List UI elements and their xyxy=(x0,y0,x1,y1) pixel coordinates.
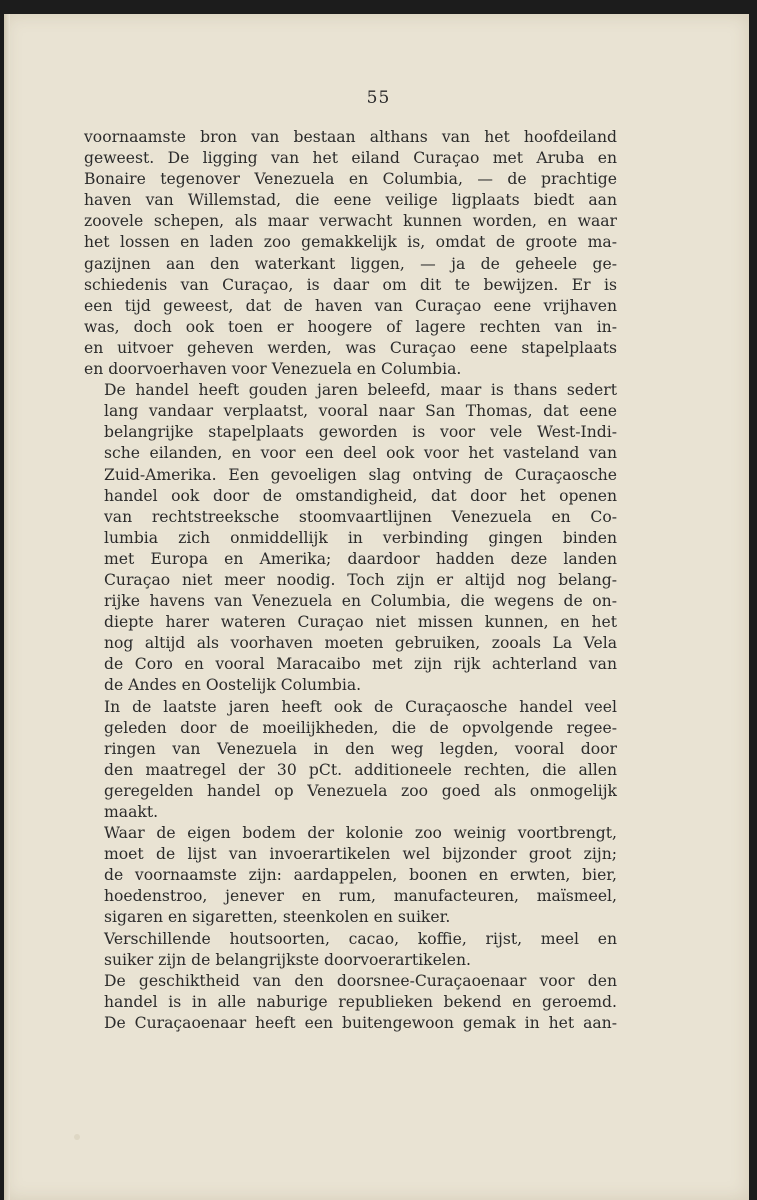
paragraph xyxy=(84,697,617,824)
text-line: Zuid-Amerika. Een gevoeligen slag ontving de Curaçaosche xyxy=(104,465,617,484)
text-line: geleden door de moeilijkheden, die de opvolgende regee- xyxy=(104,718,617,737)
text-line: Verschillende houtsoorten, cacao, koffie, rijst, meel en xyxy=(104,929,617,948)
text-line: nog altijd als voorhaven moeten gebruiken, zooals La Vela xyxy=(104,634,617,653)
text-line: schiedenis van Curaçao, is daar om dit te bewijzen. Er is xyxy=(84,275,617,294)
text-line: van rechtstreeksche stoomvaartlijnen Venezuela en Co- xyxy=(104,507,617,526)
text-line: De Curaçaoenaar heeft een buitengewoon gemak in het aan- xyxy=(104,1013,617,1032)
text-line: geregelden handel op Venezuela zoo goed als onmogelijk xyxy=(104,781,617,800)
text-line: lang vandaar verplaatst, vooral naar San Thomas, dat eene xyxy=(104,402,617,421)
page-number-text: 55 xyxy=(366,88,391,108)
text-line: De geschiktheid van den doorsnee-Curaçaoenaar voor den xyxy=(104,971,617,990)
text-line: haven van Willemstad, die eene veilige ligplaats biedt aan xyxy=(84,191,617,210)
text-line: zoovele schepen, als maar verwacht kunnen worden, en waar xyxy=(84,212,617,231)
text-line: geweest. De ligging van het eiland Curaçao met Aruba en xyxy=(84,149,617,168)
book-page xyxy=(4,14,749,1200)
body-text xyxy=(84,127,617,1034)
text-line: belangrijke stapelplaats geworden is voor vele West-Indi- xyxy=(104,423,617,442)
text-line: Waar de eigen bodem der kolonie zoo weinig voortbrengt, xyxy=(104,824,617,843)
text-line: diepte harer wateren Curaçao niet missen kunnen, en het xyxy=(104,613,617,632)
text-line: lumbia zich onmiddellijk in verbinding gingen binden xyxy=(104,528,617,547)
paragraph xyxy=(84,929,617,971)
text-line: de Coro en vooral Maracaibo met zijn rijk achterland van xyxy=(104,655,617,674)
text-line: de Andes en Oostelijk Columbia. xyxy=(104,676,362,695)
text-line: met Europa en Amerika; daardoor hadden deze landen xyxy=(104,549,617,568)
text-line: het lossen en laden zoo gemakkelijk is, omdat de groote ma- xyxy=(84,233,617,252)
text-line: was, doch ook toen er hoogere of lagere rechten van in- xyxy=(84,317,617,336)
text-line: Curaçao niet meer noodig. Toch zijn er altijd nog belang- xyxy=(104,570,617,589)
text-line: gazijnen aan den waterkant liggen, — ja de geheele ge- xyxy=(84,254,617,273)
paragraph xyxy=(84,127,617,380)
text-line: den maatregel der 30 pCt. additioneele rechten, die allen xyxy=(104,760,617,779)
text-line: sigaren en sigaretten, steenkolen en suiker. xyxy=(104,908,451,927)
paper-speck xyxy=(74,1134,80,1140)
page-number xyxy=(4,88,749,108)
text-line: In de laatste jaren heeft ook de Curaçaosche handel veel xyxy=(104,697,617,716)
text-line: moet de lijst van invoerartikelen wel bijzonder groot zijn; xyxy=(104,845,617,864)
text-line: handel ook door de omstandigheid, dat door het openen xyxy=(104,486,617,505)
text-line: voornaamste bron van bestaan althans van het hoofdeiland xyxy=(84,128,617,146)
text-line: sche eilanden, en voor een deel ook voor het vasteland van xyxy=(104,444,617,463)
text-line: ringen van Venezuela in den weg legden, vooral door xyxy=(104,739,617,758)
page-binding-edge xyxy=(4,14,10,1200)
paragraph xyxy=(84,380,617,696)
text-line: en doorvoerhaven voor Venezuela en Columbia. xyxy=(84,360,462,379)
text-line: De handel heeft gouden jaren beleefd, maar is thans sedert xyxy=(104,381,617,400)
text-line: Bonaire tegenover Venezuela en Columbia, — de prachtige xyxy=(84,170,617,189)
text-line: en uitvoer geheven werden, was Curaçao eene stapelplaats xyxy=(84,338,617,357)
text-line: suiker zijn de belangrijkste doorvoerartikelen. xyxy=(104,950,472,969)
text-line: de voornaamste zijn: aardappelen, boonen en erwten, bier, xyxy=(104,866,617,885)
text-line: handel is in alle naburige republieken bekend en geroemd. xyxy=(104,992,617,1011)
paragraph xyxy=(84,823,617,928)
text-line: rijke havens van Venezuela en Columbia, die wegens de on- xyxy=(104,592,617,611)
text-line: hoedenstroo, jenever en rum, manufacteuren, maïsmeel, xyxy=(104,887,617,906)
text-line: maakt. xyxy=(104,803,159,821)
paragraph xyxy=(84,971,617,1034)
text-line: een tijd geweest, dat de haven van Curaçao eene vrijhaven xyxy=(84,296,617,315)
